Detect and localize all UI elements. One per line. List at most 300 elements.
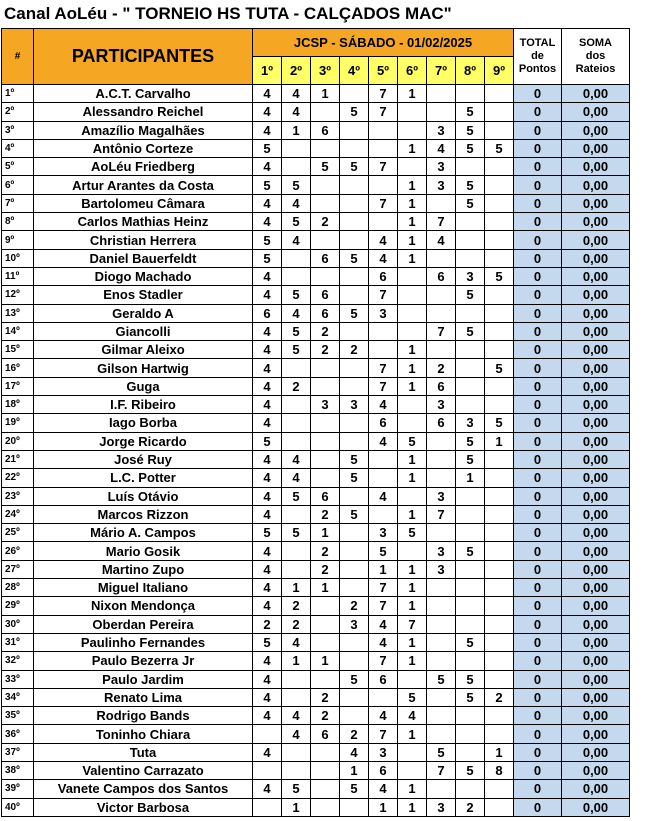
sum-rateios-cell: 0,00	[562, 414, 630, 432]
score-cell	[485, 322, 514, 340]
total-points-cell: 0	[514, 487, 562, 505]
score-cell: 4	[253, 85, 282, 103]
score-cell	[485, 505, 514, 523]
score-cell	[282, 267, 311, 285]
score-cell: 1	[282, 579, 311, 597]
score-cell: 5	[485, 414, 514, 432]
total-points-cell: 0	[514, 780, 562, 798]
score-cell	[485, 633, 514, 651]
score-cell	[485, 176, 514, 194]
score-cell: 5	[311, 158, 340, 176]
score-cell	[398, 322, 427, 340]
score-cell: 4	[253, 194, 282, 212]
score-cell: 6	[311, 487, 340, 505]
score-cell	[398, 542, 427, 560]
score-cell	[340, 139, 369, 157]
score-cell	[398, 158, 427, 176]
score-cell	[340, 432, 369, 450]
total-points-cell: 0	[514, 286, 562, 304]
sum-rateios-cell: 0,00	[562, 579, 630, 597]
rank-cell: 5º	[2, 158, 34, 176]
score-cell	[340, 487, 369, 505]
table-row	[2, 524, 630, 542]
score-cell	[369, 505, 398, 523]
score-cell: 4	[253, 158, 282, 176]
rank-cell: 31º	[2, 633, 34, 651]
participant-name-cell: Valentino Carrazato	[34, 761, 253, 779]
total-points-cell: 0	[514, 414, 562, 432]
rank-cell: 40º	[2, 798, 34, 816]
score-cell: 3	[340, 615, 369, 633]
score-cell	[369, 139, 398, 157]
table-row	[2, 396, 630, 414]
total-points-cell: 0	[514, 359, 562, 377]
score-cell: 5	[398, 688, 427, 706]
score-cell	[311, 633, 340, 651]
game-header-1: 1º	[253, 57, 282, 85]
score-cell	[456, 158, 485, 176]
score-cell: 5	[456, 633, 485, 651]
score-cell	[485, 231, 514, 249]
score-cell	[311, 597, 340, 615]
participant-name-cell: Artur Arantes da Costa	[34, 176, 253, 194]
participants-header: PARTICIPANTES	[34, 29, 253, 85]
score-cell	[427, 652, 456, 670]
score-cell	[456, 85, 485, 103]
score-cell: 4	[253, 286, 282, 304]
score-cell	[282, 359, 311, 377]
score-cell: 5	[456, 670, 485, 688]
score-cell	[340, 377, 369, 395]
score-cell	[369, 450, 398, 468]
score-cell: 3	[456, 414, 485, 432]
score-cell: 5	[398, 524, 427, 542]
score-cell: 5	[369, 542, 398, 560]
score-cell	[456, 341, 485, 359]
score-cell: 4	[369, 633, 398, 651]
table-row	[2, 450, 630, 468]
score-cell: 4	[369, 396, 398, 414]
score-cell: 7	[369, 377, 398, 395]
score-cell: 1	[398, 652, 427, 670]
score-cell	[340, 798, 369, 816]
score-cell: 1	[485, 743, 514, 761]
score-cell: 5	[340, 505, 369, 523]
table-row	[2, 341, 630, 359]
table-row	[2, 707, 630, 725]
participant-name-cell: Antônio Corteze	[34, 139, 253, 157]
score-cell	[427, 85, 456, 103]
score-cell	[311, 359, 340, 377]
table-row	[2, 780, 630, 798]
sum-rateios-cell: 0,00	[562, 121, 630, 139]
score-cell	[456, 652, 485, 670]
score-cell: 2	[311, 213, 340, 231]
score-cell	[485, 597, 514, 615]
score-cell	[456, 780, 485, 798]
score-cell: 5	[456, 103, 485, 121]
participant-name-cell: Guga	[34, 377, 253, 395]
score-cell	[398, 304, 427, 322]
sum-rateios-cell: 0,00	[562, 341, 630, 359]
score-cell	[311, 469, 340, 487]
score-cell: 2	[311, 688, 340, 706]
score-cell: 4	[282, 707, 311, 725]
sum-rateios-cell: 0,00	[562, 450, 630, 468]
score-cell: 4	[340, 743, 369, 761]
table-row	[2, 249, 630, 267]
score-cell	[311, 231, 340, 249]
score-cell	[398, 103, 427, 121]
score-cell: 4	[369, 231, 398, 249]
participant-name-cell: Tuta	[34, 743, 253, 761]
participant-name-cell: Amazílio Magalhães	[34, 121, 253, 139]
score-cell	[340, 231, 369, 249]
score-cell	[456, 359, 485, 377]
score-cell	[456, 597, 485, 615]
score-cell: 5	[282, 524, 311, 542]
score-cell: 3	[427, 396, 456, 414]
game-header-9: 9º	[485, 57, 514, 85]
participant-name-cell: Gilmar Aleixo	[34, 341, 253, 359]
score-cell: 4	[253, 670, 282, 688]
score-cell	[485, 450, 514, 468]
sum-rateios-cell: 0,00	[562, 267, 630, 285]
event-header: JCSP - SÁBADO - 01/02/2025	[253, 29, 514, 57]
table-row	[2, 414, 630, 432]
score-cell: 7	[369, 158, 398, 176]
total-points-cell: 0	[514, 579, 562, 597]
score-cell	[427, 286, 456, 304]
score-cell: 4	[253, 743, 282, 761]
participant-name-cell: Gilson Hartwig	[34, 359, 253, 377]
score-cell: 2	[253, 615, 282, 633]
table-row	[2, 286, 630, 304]
score-cell: 6	[427, 377, 456, 395]
total-points-cell: 0	[514, 249, 562, 267]
score-cell: 4	[253, 377, 282, 395]
score-cell	[340, 267, 369, 285]
score-cell	[485, 249, 514, 267]
participant-name-cell: Paulinho Fernandes	[34, 633, 253, 651]
total-points-cell: 0	[514, 176, 562, 194]
score-cell: 5	[282, 341, 311, 359]
score-cell	[456, 524, 485, 542]
score-cell	[456, 725, 485, 743]
score-cell: 5	[427, 743, 456, 761]
score-cell: 5	[282, 322, 311, 340]
score-cell: 7	[427, 322, 456, 340]
sum-rateios-cell: 0,00	[562, 176, 630, 194]
score-cell: 7	[427, 505, 456, 523]
score-cell: 4	[253, 487, 282, 505]
score-cell: 1	[398, 194, 427, 212]
score-cell: 7	[369, 652, 398, 670]
score-cell: 5	[340, 469, 369, 487]
score-cell: 6	[311, 304, 340, 322]
score-cell: 5	[340, 158, 369, 176]
participant-name-cell: Christian Herrera	[34, 231, 253, 249]
sum-rateios-cell: 0,00	[562, 725, 630, 743]
sum-rateios-cell: 0,00	[562, 688, 630, 706]
score-cell	[340, 579, 369, 597]
score-cell	[340, 359, 369, 377]
sum-rateios-cell: 0,00	[562, 469, 630, 487]
participant-name-cell: I.F. Ribeiro	[34, 396, 253, 414]
score-cell	[282, 505, 311, 523]
score-cell: 4	[253, 652, 282, 670]
score-cell	[282, 139, 311, 157]
score-cell: 1	[398, 176, 427, 194]
score-cell: 5	[282, 213, 311, 231]
score-cell: 6	[311, 725, 340, 743]
rank-cell: 21º	[2, 450, 34, 468]
total-points-cell: 0	[514, 505, 562, 523]
score-cell: 1	[398, 213, 427, 231]
score-cell: 5	[456, 322, 485, 340]
rank-cell: 29º	[2, 597, 34, 615]
score-cell: 4	[369, 780, 398, 798]
ranking-table	[1, 28, 630, 817]
sum-rateios-cell: 0,00	[562, 377, 630, 395]
score-cell: 5	[253, 432, 282, 450]
score-cell: 3	[427, 542, 456, 560]
score-cell: 4	[253, 267, 282, 285]
score-cell: 1	[456, 469, 485, 487]
score-cell: 1	[398, 139, 427, 157]
total-points-cell: 0	[514, 761, 562, 779]
score-cell: 5	[456, 761, 485, 779]
score-cell	[456, 505, 485, 523]
total-points-cell: 0	[514, 304, 562, 322]
score-cell: 1	[369, 798, 398, 816]
score-cell: 4	[253, 414, 282, 432]
sum-rateios-cell: 0,00	[562, 432, 630, 450]
score-cell: 4	[253, 450, 282, 468]
sum-rateios-cell: 0,00	[562, 743, 630, 761]
score-cell	[340, 707, 369, 725]
score-cell: 1	[311, 652, 340, 670]
score-cell	[456, 213, 485, 231]
score-cell: 5	[340, 450, 369, 468]
score-cell: 5	[340, 670, 369, 688]
score-cell: 5	[340, 249, 369, 267]
score-cell: 2	[427, 359, 456, 377]
total-points-cell: 0	[514, 194, 562, 212]
score-cell	[485, 652, 514, 670]
score-cell	[369, 341, 398, 359]
score-cell	[456, 615, 485, 633]
score-cell	[427, 633, 456, 651]
score-cell: 7	[427, 761, 456, 779]
score-cell: 3	[427, 487, 456, 505]
table-row	[2, 688, 630, 706]
table-row	[2, 652, 630, 670]
score-cell: 5	[427, 670, 456, 688]
score-cell: 5	[485, 267, 514, 285]
score-cell: 5	[253, 139, 282, 157]
score-cell: 1	[311, 524, 340, 542]
score-cell: 4	[427, 139, 456, 157]
score-cell: 6	[369, 761, 398, 779]
score-cell: 4	[369, 487, 398, 505]
score-cell: 7	[398, 615, 427, 633]
sum-rateios-header: SOMA dos Rateios	[562, 29, 630, 85]
score-cell	[485, 304, 514, 322]
score-cell: 5	[485, 359, 514, 377]
score-cell: 2	[311, 560, 340, 578]
score-cell: 4	[369, 249, 398, 267]
table-row	[2, 103, 630, 121]
score-cell: 6	[253, 304, 282, 322]
score-cell: 6	[369, 267, 398, 285]
score-cell	[311, 615, 340, 633]
score-cell	[398, 414, 427, 432]
participant-name-cell: Toninho Chiara	[34, 725, 253, 743]
score-cell: 1	[398, 633, 427, 651]
score-cell	[282, 249, 311, 267]
table-row	[2, 139, 630, 157]
score-cell: 2	[282, 597, 311, 615]
rank-cell: 24º	[2, 505, 34, 523]
score-cell: 5	[398, 432, 427, 450]
participant-name-cell: Martino Zupo	[34, 560, 253, 578]
rank-cell: 23º	[2, 487, 34, 505]
score-cell	[485, 85, 514, 103]
score-cell: 4	[282, 725, 311, 743]
total-points-cell: 0	[514, 560, 562, 578]
score-cell	[282, 432, 311, 450]
score-cell: 7	[369, 359, 398, 377]
score-cell	[340, 560, 369, 578]
rank-cell: 38º	[2, 761, 34, 779]
total-points-cell: 0	[514, 615, 562, 633]
participant-name-cell: Rodrigo Bands	[34, 707, 253, 725]
score-cell: 1	[398, 505, 427, 523]
score-cell: 3	[427, 798, 456, 816]
score-cell	[485, 121, 514, 139]
rank-cell: 13º	[2, 304, 34, 322]
score-cell: 2	[311, 542, 340, 560]
total-points-cell: 0	[514, 652, 562, 670]
score-cell: 1	[398, 597, 427, 615]
score-cell	[456, 560, 485, 578]
score-cell: 2	[311, 341, 340, 359]
rank-cell: 17º	[2, 377, 34, 395]
score-cell	[311, 103, 340, 121]
score-cell	[485, 707, 514, 725]
participant-name-cell: Miguel Italiano	[34, 579, 253, 597]
score-cell	[485, 396, 514, 414]
total-points-cell: 0	[514, 597, 562, 615]
score-cell: 3	[369, 304, 398, 322]
score-cell: 7	[369, 85, 398, 103]
score-cell	[369, 213, 398, 231]
score-cell: 6	[311, 249, 340, 267]
total-points-cell: 0	[514, 267, 562, 285]
score-cell	[340, 213, 369, 231]
score-cell: 4	[253, 542, 282, 560]
score-cell	[369, 176, 398, 194]
score-cell: 7	[369, 103, 398, 121]
score-cell: 5	[253, 524, 282, 542]
score-cell: 4	[253, 780, 282, 798]
participant-name-cell: Giancolli	[34, 322, 253, 340]
sum-rateios-cell: 0,00	[562, 615, 630, 633]
table-row	[2, 615, 630, 633]
score-cell	[485, 579, 514, 597]
score-cell: 1	[398, 249, 427, 267]
score-cell	[282, 396, 311, 414]
sheet-title: Canal AoLéu - " TORNEIO HS TUTA - CALÇADOS MAC"	[4, 4, 452, 23]
score-cell: 4	[369, 707, 398, 725]
score-cell: 6	[369, 670, 398, 688]
sum-rateios-cell: 0,00	[562, 194, 630, 212]
score-cell	[340, 414, 369, 432]
sum-rateios-cell: 0,00	[562, 304, 630, 322]
score-cell	[369, 469, 398, 487]
score-cell	[340, 121, 369, 139]
score-cell: 5	[456, 286, 485, 304]
game-header-8: 8º	[456, 57, 485, 85]
score-cell: 1	[398, 450, 427, 468]
score-cell: 5	[340, 103, 369, 121]
score-cell	[311, 432, 340, 450]
rank-cell: 6º	[2, 176, 34, 194]
score-cell: 5	[485, 139, 514, 157]
score-cell	[369, 322, 398, 340]
score-cell	[311, 194, 340, 212]
score-cell: 4	[282, 450, 311, 468]
score-cell	[456, 304, 485, 322]
score-cell: 4	[398, 707, 427, 725]
score-cell: 1	[340, 761, 369, 779]
score-cell	[485, 487, 514, 505]
table-row	[2, 121, 630, 139]
score-cell	[427, 597, 456, 615]
rank-cell: 18º	[2, 396, 34, 414]
sum-rateios-cell: 0,00	[562, 286, 630, 304]
score-cell: 4	[253, 560, 282, 578]
participant-name-cell: Diogo Machado	[34, 267, 253, 285]
score-cell	[398, 487, 427, 505]
score-cell: 7	[369, 194, 398, 212]
score-cell	[456, 487, 485, 505]
total-points-cell: 0	[514, 725, 562, 743]
score-cell: 4	[253, 505, 282, 523]
table-row	[2, 597, 630, 615]
score-cell	[456, 579, 485, 597]
score-cell: 3	[456, 267, 485, 285]
score-cell: 5	[456, 432, 485, 450]
score-cell: 5	[253, 249, 282, 267]
score-cell: 5	[253, 231, 282, 249]
participant-name-cell: Paulo Bezerra Jr	[34, 652, 253, 670]
score-cell: 2	[311, 505, 340, 523]
table-row	[2, 743, 630, 761]
table-row	[2, 560, 630, 578]
score-cell: 1	[282, 798, 311, 816]
score-cell: 5	[340, 304, 369, 322]
score-cell: 4	[427, 231, 456, 249]
score-cell	[427, 707, 456, 725]
score-cell: 2	[340, 341, 369, 359]
game-header-5: 5º	[369, 57, 398, 85]
score-cell	[340, 176, 369, 194]
score-cell	[398, 267, 427, 285]
score-cell: 1	[282, 652, 311, 670]
score-cell: 1	[311, 579, 340, 597]
